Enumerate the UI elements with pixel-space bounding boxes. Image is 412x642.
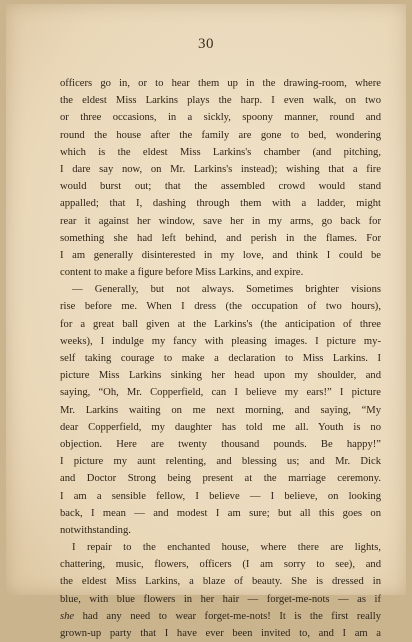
text-line	[60, 556, 381, 573]
text-line	[60, 109, 381, 126]
line-text: I repair to the enchanted house, where there are lights,	[72, 542, 381, 554]
text-line	[60, 281, 381, 298]
line-text: objection. Here are twenty thousand pounds. Be happy!”	[60, 438, 381, 450]
line-text: I dare say now, on Mr. Larkins's instead); wishing that a fire	[60, 163, 381, 175]
line-text: I am generally disinterested in my love, and think I could be	[60, 249, 381, 261]
text-line	[60, 470, 381, 487]
line-text: — Generally, but not always. Sometimes brighter visions	[72, 284, 381, 296]
text-line	[60, 367, 381, 384]
line-text: back, I mean — and modest I am sure; but all this goes on	[60, 507, 381, 519]
text-line	[60, 213, 381, 230]
line-text: Mr. Larkins waiting on me next morning, and saying, “My	[60, 404, 381, 416]
text-line	[60, 230, 381, 247]
page-number: 30	[198, 36, 214, 52]
text-line	[60, 298, 381, 315]
line-text: round the house after the family are gone to bed, wondering	[60, 129, 381, 141]
text-line	[60, 384, 381, 401]
line-text: weeks), I indulge my fancy with pleasing images. I picture my-	[60, 335, 381, 347]
text-line	[60, 573, 381, 590]
text-line	[60, 127, 381, 144]
line-text: dear Copperfield, my daughter has told me all. Youth is no	[60, 421, 381, 433]
line-text: officers go in, or to hear them up in the drawing-room, where	[60, 78, 381, 89]
text-line	[60, 75, 381, 92]
line-text: appalled; that I, dashing through them with a ladder, might	[60, 198, 381, 210]
line-text: I am a sensible fellow, I believe — I believe, on looking	[60, 490, 381, 502]
text-line	[60, 350, 381, 367]
line-text: chattering, music, flowers, officers (I am sorry to see), and	[60, 559, 381, 571]
text-line	[60, 488, 381, 505]
line-text: or three occasions, in a sickly, spoony manner, round and	[60, 112, 381, 124]
text-line	[60, 522, 381, 539]
line-text: something she had left behind, and perish in the flames. For	[60, 232, 381, 244]
text-line	[60, 92, 381, 109]
line-text: I picture my aunt relenting, and blessing us; and Mr. Dick	[60, 456, 381, 468]
line-text: grown-up party that I have ever been invited to, and I am a	[60, 628, 381, 639]
line-text: blue, with blue flowers in her hair — forget-me-nots — as if	[60, 593, 381, 605]
text-line	[60, 333, 381, 350]
line-text: and Doctor Strong being present at the marriage ceremony.	[60, 473, 381, 485]
line-text: the eldest Miss Larkins plays the harp. I even walk, on two	[60, 95, 381, 107]
text-line	[60, 247, 381, 264]
text-line	[60, 625, 381, 642]
text-line	[60, 608, 381, 625]
line-text: self taking courage to make a declaration to Miss Larkins. I	[60, 353, 381, 364]
body-text	[60, 75, 381, 642]
text-line	[60, 539, 381, 556]
text-line	[60, 161, 381, 178]
line-text: which is the eldest Miss Larkins's chamber (and pitching,	[60, 146, 381, 158]
text-line	[60, 402, 381, 419]
text-line	[60, 144, 381, 161]
text-line	[60, 178, 381, 195]
italic-word: she	[60, 610, 75, 622]
line-text: would burst out; that the assembled crowd would stand	[60, 181, 381, 193]
line-text: rise before me. When I dress (the occupation of two hours),	[60, 301, 381, 313]
text-line	[60, 264, 381, 281]
line-text: picture Miss Larkins sinking her head upon my shoulder, and	[60, 370, 381, 382]
line-text: for a great ball given at the Larkins's (the anticipation of three	[60, 318, 381, 330]
text-line	[60, 316, 381, 333]
line-text: had any need to wear forget-me-nots! It is the first really	[74, 610, 381, 622]
line-text: the eldest Miss Larkins, a blaze of beauty. She is dressed in	[60, 576, 381, 588]
text-line	[60, 419, 381, 436]
line-text: rear it against her window, save her in my arms, go back for	[60, 215, 381, 227]
line-text: notwithstanding.	[60, 524, 131, 536]
text-line	[60, 505, 381, 522]
line-text: saying, “Oh, Mr. Copperfield, can I believe my ears!” I picture	[60, 387, 381, 399]
text-line	[60, 453, 381, 470]
text-line	[60, 195, 381, 212]
line-text: content to make a figure before Miss Larkins, and expire.	[60, 267, 304, 279]
text-line	[60, 436, 381, 453]
book-page	[6, 4, 406, 639]
text-line	[60, 591, 381, 608]
